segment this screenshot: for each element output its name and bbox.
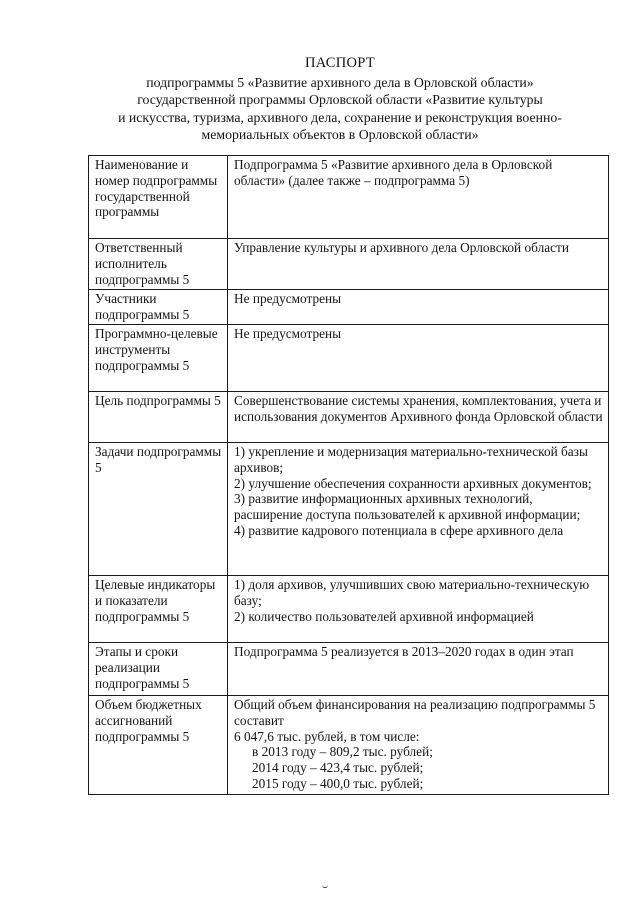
year-amount: в 2013 году – 809,2 тыс. рублей; (252, 744, 433, 760)
value-text: Не предусмотрены (234, 291, 342, 306)
table-row (89, 443, 609, 576)
row-label: Этапы и сроки реализации подпрограммы 5 (89, 643, 228, 696)
value-text: Управление культуры и архивного дела Орловской области (234, 240, 569, 255)
year-amount: 2015 году – 400,0 тыс. рублей; (252, 775, 424, 791)
row-value (228, 643, 609, 696)
row-label: Объем бюджетных ассигнований подпрограммы 5 (89, 696, 228, 795)
table-row (89, 696, 609, 795)
passport-table (88, 155, 609, 795)
row-label: Цель подпрограммы 5 (89, 392, 228, 443)
row-label: Наименование и номер подпрограммы государственной программы (89, 156, 228, 239)
row-label: Задачи подпрограммы 5 (89, 443, 228, 576)
row-value (228, 696, 609, 795)
value-text: Совершенствование системы хранения, комплектования, учета и использования документов Архивного фонда Орловской области (234, 393, 603, 424)
heading-line: и искусства, туризма, архивного дела, сохранение и реконструкция военно- (118, 109, 562, 125)
table-row (89, 325, 609, 392)
row-label: Целевые индикаторы и показатели подпрограммы 5 (89, 576, 228, 643)
row-label: Программно-целевые инструменты подпрограммы 5 (89, 325, 228, 392)
value-text: Не предусмотрены (234, 326, 342, 341)
heading-line: государственной программы Орловской области «Развитие культуры (137, 92, 543, 107)
table-row (89, 576, 609, 643)
total-amount: 6 047,6 тыс. рублей, в том числе: (234, 728, 420, 744)
page-title: ПАСПОРТ (304, 55, 376, 71)
heading-line: подпрограммы 5 «Развитие архивного дела в Орловской области» (146, 74, 534, 90)
task-item: 1) укрепление и модернизация материально-технической базы архивов; (234, 444, 588, 475)
table-row (89, 392, 609, 443)
indicator-item: 1) доля архивов, улучшивших свою материально-техническую базу; (234, 577, 590, 608)
row-label: Ответственный исполнитель подпрограммы 5 (89, 239, 228, 290)
indicator-item: 2) количество пользователей архивной информацией (234, 608, 534, 624)
row-label: Участники подпрограммы 5 (89, 290, 228, 325)
row-value (228, 392, 609, 443)
task-item: 3) развитие информационных архивных технологий, расширение доступа пользователей к архивной информации; (234, 491, 581, 523)
row-value (228, 156, 609, 239)
passport-heading (60, 55, 620, 144)
table-row (89, 156, 609, 239)
page-mark (322, 884, 328, 888)
row-value (228, 325, 609, 392)
table-row (89, 239, 609, 290)
year-amount: 2014 году – 423,4 тыс. рублей; (252, 760, 424, 776)
task-item: 2) улучшение обеспечения сохранности архивных документов; (234, 475, 592, 491)
task-item: 4) развитие кадрового потенциала в сфере архивного дела (234, 522, 564, 538)
table-row (89, 290, 609, 325)
value-text: Подпрограмма 5 «Развитие архивного дела в Орловской области» (далее также – подпрограмма 5) (234, 157, 553, 188)
value-text: Подпрограмма 5 реализуется в 2013–2020 годах в один этап (234, 644, 574, 659)
row-value (228, 576, 609, 643)
value-text: Общий объем финансирования на реализацию подпрограммы 5 составит (234, 697, 596, 728)
table-row (89, 643, 609, 696)
row-value (228, 443, 609, 576)
heading-line: мемориальных объектов в Орловской области» (201, 127, 479, 142)
row-value (228, 239, 609, 290)
row-value (228, 290, 609, 325)
